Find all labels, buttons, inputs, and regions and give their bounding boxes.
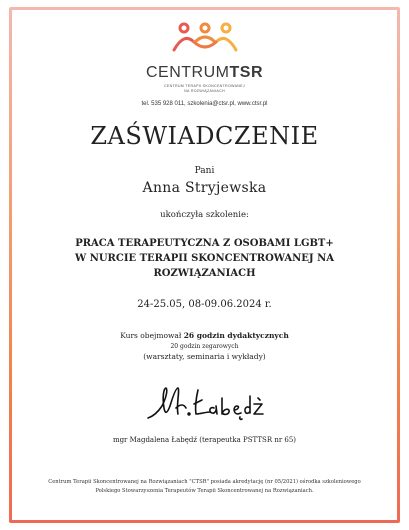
course-format: (warsztaty, seminaria i wykłady) [143,352,266,361]
footer-line-2: Polskiego Stowarzyszenia Terapeutów Terapii Skoncentrowanej na Rozwiązaniach. [95,487,314,494]
footer-line-1: Centrum Terapii Skoncentrowanej na Rozwiązaniach "CTSR" posiada akredytację (nr 05/2021) ośrodka szkoleniowego [48,479,361,485]
certificate-title: ZAŚWIADCZENIE [90,122,319,150]
course-title-line-1: PRACA TERAPEUTYCZNA Z OSOBAMI LGBT+ [75,238,334,249]
signer-name: mgr Magdalena Łabędź (terapeutka PSTTSR nr 65) [112,436,297,444]
brand-tagline-1: CENTRUM TERAPII SKONCENTROWANEJ [164,84,245,88]
course-hours: Kurs obejmował 26 godzin dydaktycznych [120,331,289,340]
course-dates: 24-25.05, 08-09.06.2024 r. [137,299,272,310]
ctsr-logo [150,22,260,54]
completed-label: ukończyła szkolenie: [160,210,249,220]
salutation: Pani [194,166,215,176]
course-title-line-3: ROZWIĄZANIACH [153,268,256,279]
clock-hours: 20 godzin zegarowych [170,343,239,350]
contact-info: tel. 535 928 011, szkolenia@ctsr.pl, www.ctsr.pl [141,101,268,107]
course-title [0,236,409,281]
accreditation-footer [0,478,409,495]
handwritten-signature [140,378,270,426]
brand-name: CENTRUMTSR [146,64,263,81]
brand-tagline-2: NA ROZWIĄZANIACH [184,89,225,93]
course-title-line-2: W NURCIE TERAPII SKONCENTROWANEJ NA [74,253,335,264]
people-logo-icon [170,22,240,54]
recipient-name: Anna Stryjewska [142,180,267,196]
